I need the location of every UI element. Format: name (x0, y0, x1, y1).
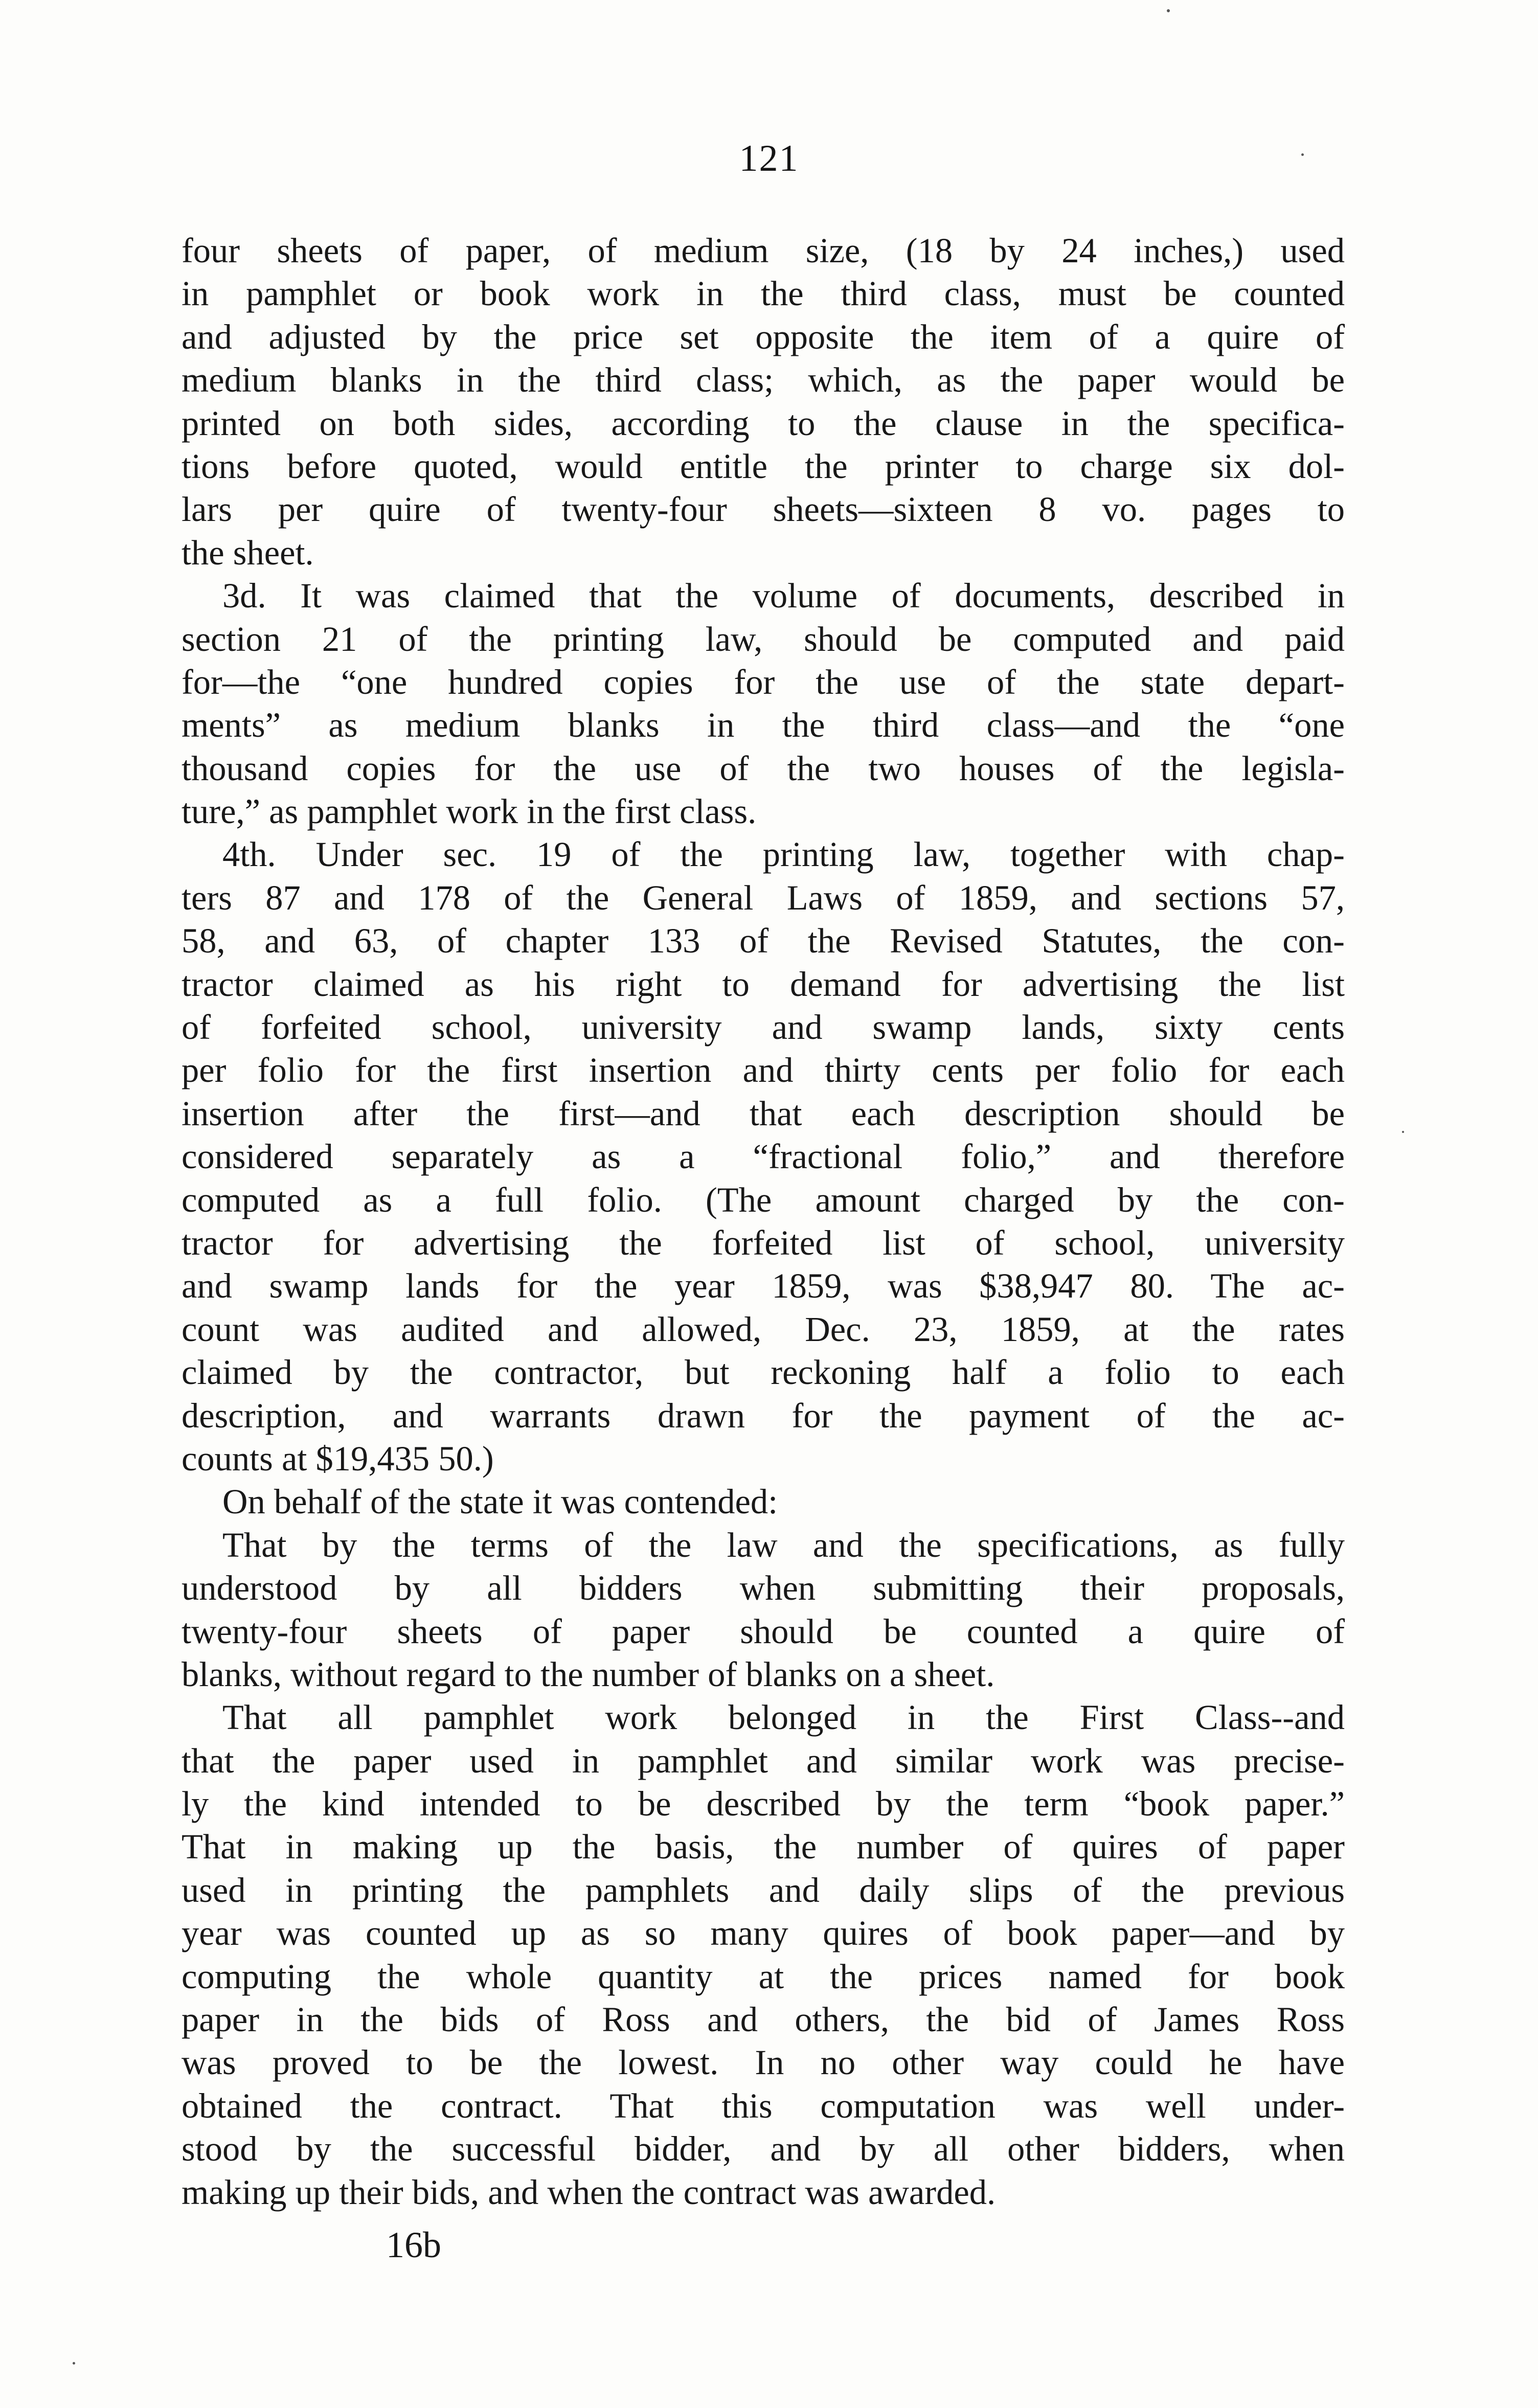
text-line: per folio for the first insertion and thirty cents per folio for each (182, 1051, 1345, 1090)
text-line: description, and warrants drawn for the payment of the ac- (182, 1396, 1345, 1435)
text-line: count was audited and allowed, Dec. 23, 1859, at the rates (182, 1309, 1345, 1349)
text-line: twenty-four sheets of paper should be counted a quire of (182, 1611, 1345, 1651)
text-line: computing the whole quantity at the prices named for book (182, 1957, 1345, 1996)
text-line: obtained the contract. That this computation was well under- (182, 2086, 1345, 2125)
text-line: understood by all bidders when submitting their proposals, (182, 1569, 1345, 1608)
text-line: That by the terms of the law and the specifications, as fully (222, 1525, 1345, 1564)
text-line: used in printing the pamphlets and daily slips of the previous (182, 1870, 1345, 1910)
text-line: and adjusted by the price set opposite the item of a quire of (182, 317, 1345, 356)
text-line: that the paper used in pamphlet and similar work was precise- (182, 1741, 1345, 1780)
text-line: thousand copies for the use of the two houses of the legisla- (182, 748, 1345, 788)
text-line: ture,” as pamphlet work in the first class. (182, 792, 757, 831)
text-line: claimed by the contractor, but reckoning half a folio to each (182, 1353, 1345, 1392)
text-line: making up their bids, and when the contract was awarded. (182, 2172, 996, 2212)
text-line: four sheets of paper, of medium size, (18 by 24 inches,) used (182, 231, 1345, 270)
paper-speck (73, 2362, 75, 2365)
text-line: lars per quire of twenty-four sheets—sixteen 8 vo. pages to (182, 490, 1345, 529)
text-line: tractor for advertising the forfeited list of school, university (182, 1223, 1345, 1262)
text-line: and swamp lands for the year 1859, was $38,947 80. The ac- (182, 1266, 1345, 1306)
paper-speck (1301, 153, 1304, 156)
text-line: ments” as medium blanks in the third class—and the “one (182, 706, 1345, 745)
text-line: 3d. It was claimed that the volume of documents, described in (222, 576, 1345, 616)
page-number: 121 (739, 138, 799, 179)
text-line: ly the kind intended to be described by the term “book paper.” (182, 1784, 1345, 1824)
text-line: tractor claimed as his right to demand for advertising the list (182, 964, 1345, 1004)
text-line: section 21 of the printing law, should be computed and paid (182, 619, 1345, 658)
paper-speck (1167, 9, 1170, 12)
text-line: considered separately as a “fractional folio,” and therefore (182, 1137, 1345, 1176)
text-line: That in making up the basis, the number of quires of paper (182, 1827, 1345, 1867)
text-line: of forfeited school, university and swamp lands, sixty cents (182, 1008, 1345, 1047)
text-line: stood by the successful bidder, and by all other bidders, when (182, 2129, 1345, 2169)
text-line: in pamphlet or book work in the third class, must be counted (182, 274, 1345, 313)
text-line: On behalf of the state it was contended: (222, 1482, 778, 1521)
text-line: counts at $19,435 50.) (182, 1439, 494, 1478)
text-line: printed on both sides, according to the clause in the specifica- (182, 403, 1345, 443)
text-line: 4th. Under sec. 19 of the printing law, together with chap- (222, 835, 1345, 874)
text-line: year was counted up as so many quires of book paper—and by (182, 1914, 1345, 1953)
text-line: for—the “one hundred copies for the use of the state depart- (182, 662, 1345, 701)
paper-speck (1402, 1131, 1404, 1133)
text-line: That all pamphlet work belonged in the First Class--and (222, 1698, 1345, 1737)
text-line: was proved to be the lowest. In no other way could he have (182, 2043, 1345, 2082)
text-line: 58, and 63, of chapter 133 of the Revised Statutes, the con- (182, 921, 1345, 961)
text-line: blanks, without regard to the number of blanks on a sheet. (182, 1654, 995, 1694)
text-line: computed as a full folio. (The amount charged by the con- (182, 1180, 1345, 1219)
text-line: ters 87 and 178 of the General Laws of 1859, and sections 57, (182, 878, 1345, 917)
text-line: medium blanks in the third class; which, as the paper would be (182, 360, 1345, 400)
text-line: tions before quoted, would entitle the printer to charge six dol- (182, 446, 1345, 486)
text-line: insertion after the first—and that each description should be (182, 1094, 1345, 1133)
signature-mark: 16b (386, 2224, 441, 2265)
text-line: the sheet. (182, 533, 314, 572)
body-text (182, 229, 1345, 2214)
text-line: paper in the bids of Ross and others, the bid of James Ross (182, 2000, 1345, 2039)
